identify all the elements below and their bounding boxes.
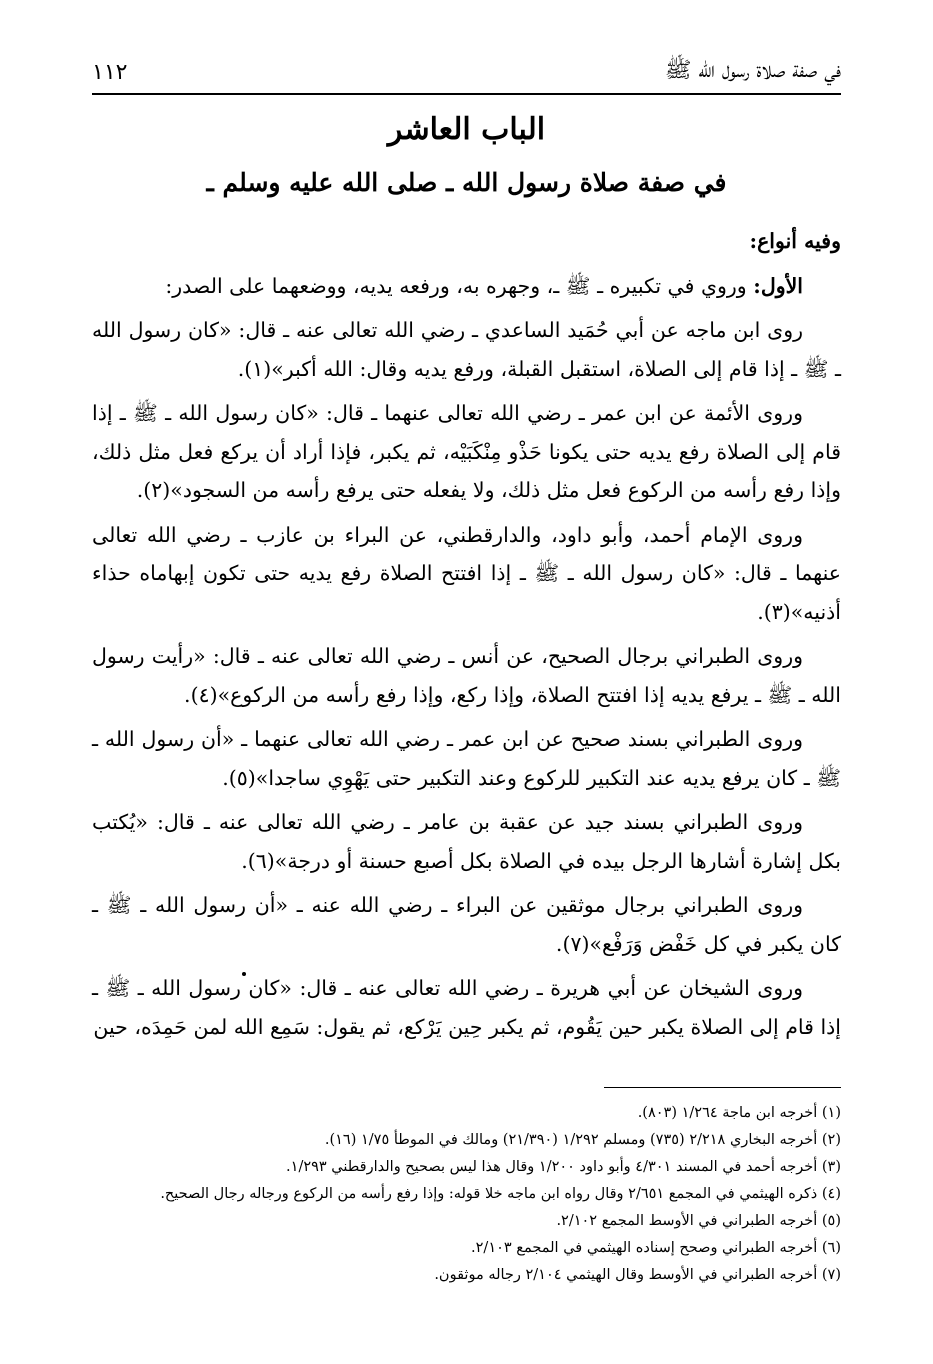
- footnote: (١) أخرجه ابن ماجة ١/٢٦٤ (٨٠٣).: [637, 1105, 841, 1121]
- footnotes: [92, 1100, 841, 1289]
- chapter-subtitle: في صفة صلاة رسول الله ـ صلى الله عليه وسلم ـ: [206, 168, 727, 197]
- stray-mark: [242, 972, 246, 976]
- header-rule: [92, 93, 841, 95]
- paragraph: وروى الطبراني برجال موثقين عن البراء ـ رضي الله عنه ـ «أن رسول الله ـ ﷺ ـ كان يكبر في كل خَفْض وَرَفْع»(٧).: [92, 893, 841, 956]
- paragraph: وروى الإمام أحمد، وأبو داود، والدارقطني، عن البراء بن عازب ـ رضي الله تعالى عنهما ـ قال: «كان رسول الله ـ ﷺ ـ إذا افتتح الصلاة رفع يديه حتى تكون إبهاماه حذاء أذنيه»(٣).: [92, 522, 841, 624]
- running-head: [92, 52, 841, 92]
- footnote-rule: [604, 1087, 841, 1088]
- intro-line: وفيه أنواع:: [749, 229, 841, 253]
- paragraph: وروى الأئمة عن ابن عمر ـ رضي الله تعالى عنهما ـ قال: «كان رسول الله ـ ﷺ ـ إذا قام إلى الصلاة رفع يديه حتى يكونا حَذْو مِنْكَبَيْه، ثم يكبر، فإذا أراد أن يركع فعل مثل ذلك، وإذا رفع رأسه من الركوع فعل مثل ذلك، ولا يفعله حتى يرفع رأسه من السجود»(٢).: [92, 401, 841, 502]
- paragraph: روى ابن ماجه عن أبي حُمَيد الساعدي ـ رضي الله تعالى عنه ـ قال: «كان رسول الله ـ ﷺ ـ إذا قام إلى الصلاة، استقبل القبلة، ورفع يديه وقال: الله أكبر»(١).: [92, 318, 841, 381]
- footnote: (٢) أخرجه البخاري ٢/٢١٨ (٧٣٥) ومسلم ١/٢٩٢ (٢١/٣٩٠) ومالك في الموطأ ١/٧٥ (١٦).: [324, 1132, 841, 1148]
- paragraph: وروى الطبراني برجال الصحيح، عن أنس ـ رضي الله تعالى عنه ـ قال: «رأيت رسول الله ـ ﷺ ـ يرفع يديه إذا افتتح الصلاة، وإذا ركع، وإذا رفع رأسه من الركوع»(٤).: [92, 644, 841, 707]
- paragraph: وروى الطبراني بسند جيد عن عقبة بن عامر ـ رضي الله تعالى عنه ـ قال: «يُكتب بكل إشارة أشارها الرجل بيده في الصلاة بكل أصبع حسنة أو درجة»(٦).: [92, 810, 841, 873]
- footnote: (٣) أخرجه أحمد في المسند ٤/٣٠١ وأبو داود ١/٢٠٠ وقال هذا ليس بصحيح والدارقطني ١/٢٩٣.: [286, 1159, 841, 1175]
- first-label: الأول:: [753, 273, 803, 298]
- chapter-title: الباب العاشر: [387, 112, 546, 147]
- running-title: في صفة صلاة رسول الله ﷺ: [664, 58, 841, 83]
- paragraph: وروى الطبراني بسند صحيح عن ابن عمر ـ رضي الله تعالى عنهما ـ «أن رسول الله ـ ﷺ ـ كان يرفع يديه عند التكبير للركوع وعند التكبير حتى يَهْوِي ساجدا»(٥).: [92, 727, 841, 790]
- page-number: ١١٢: [92, 59, 128, 85]
- body-text: [92, 222, 841, 1052]
- footnote: (٧) أخرجه الطبراني في الأوسط وقال الهيثمي ٢/١٠٤ رجاله موثقون.: [434, 1267, 841, 1283]
- first-type: [92, 267, 841, 306]
- footnote: (٥) أخرجه الطبراني في الأوسط المجمع ٢/١٠٢.: [556, 1213, 841, 1229]
- footnote: (٦) أخرجه الطبراني وصحح إسناده الهيثمي في المجمع ٢/١٠٣.: [471, 1240, 841, 1256]
- footnote: (٤) ذكره الهيثمي في المجمع ٢/٦٥١ وقال رواه ابن ماجه خلا قوله: وإذا رفع رأسه من الركوع ورجاله رجال الصحيح.: [160, 1186, 841, 1202]
- paragraph: وروى الشيخان عن أبي هريرة ـ رضي الله تعالى عنه ـ قال: «كان رسول الله ـ ﷺ ـ إذا قام إلى الصلاة يكبر حين يَقُوم، ثم يكبر حِين يَرْكع، ثم يقول: سَمِع الله لمن حَمِدَه، حين: [92, 976, 841, 1039]
- first-text: وروي في تكبيره ـ ﷺ ـ، وجهره به، ورفعه يديه، ووضعهما على الصدر:: [165, 273, 747, 298]
